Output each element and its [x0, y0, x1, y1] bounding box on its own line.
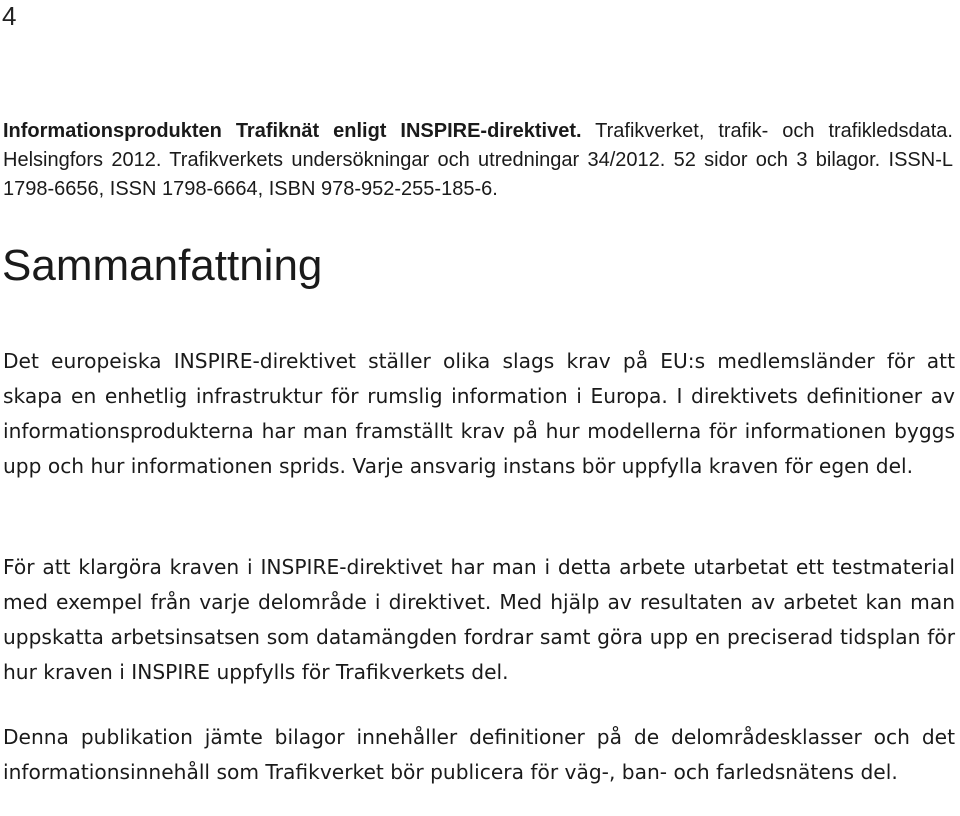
summary-paragraph-3: Denna publikation jämte bilagor innehåller definitioner på de delområdesklasser och det informationsinnehåll som Trafikverket bör publicera för väg-, ban- och farledsnätens del.	[3, 725, 955, 784]
page-number: 4	[2, 1, 17, 31]
summary-heading: Sammanfattning	[2, 241, 323, 290]
bibliographic-citation	[3, 117, 953, 204]
citation-details: Trafikverket, trafik- och trafikledsdata. Helsingfors 2012. Trafikverkets undersökningar och utredningar 34/2012. 52 sidor och 3 bilagor. ISSN-L 1798-6656, ISSN 1798-6664, ISBN 978-952-255-185-6.	[3, 120, 953, 200]
summary-paragraph-2: För att klargöra kraven i INSPIRE-direktivet har man i detta arbete utarbetat ett testmaterial med exempel från varje delområde i direktivet. Med hjälp av resultaten av arbetet kan man uppskatta arbetsinsatsen som datamängden fordrar samt göra upp en preciserad tidsplan för hur kraven i INSPIRE uppfylls för Trafikverkets del.	[3, 555, 955, 684]
citation-title: Informationsprodukten Trafiknät enligt INSPIRE-direktivet.	[3, 120, 582, 142]
summary-paragraph-1: Det europeiska INSPIRE-direktivet ställer olika slags krav på EU:s medlemsländer för att skapa en enhetlig infrastruktur för rumslig information i Europa. I direktivets definitioner av informationsprodukterna har man framställt krav på hur modellerna för informationen byggs upp och hur informationen sprids. Varje ansvarig instans bör uppfylla kraven för egen del.	[3, 349, 955, 478]
